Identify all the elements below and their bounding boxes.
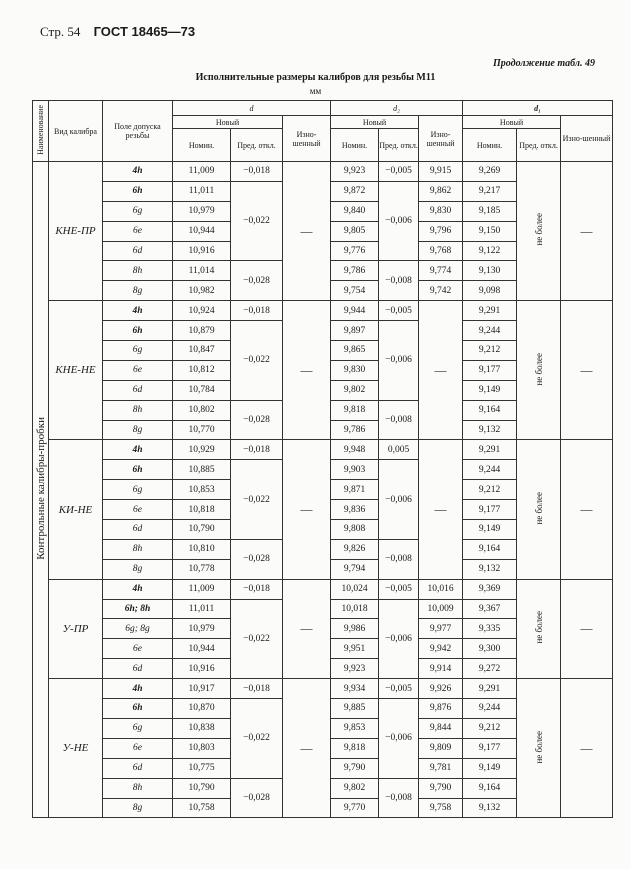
tolerance-field: 4h — [103, 440, 173, 460]
d1-pred: — — [561, 440, 613, 579]
d2-nomin: 9,986 — [331, 619, 379, 639]
table-row — [33, 679, 613, 699]
d-iznoshennyi: — — [283, 162, 331, 301]
d1-nomin: 9,177 — [463, 500, 517, 520]
d2-nomin: 9,853 — [331, 718, 379, 738]
table-row — [33, 301, 613, 321]
tolerance-field: 8g — [103, 281, 173, 301]
d2-nomin: 9,872 — [331, 181, 379, 201]
d-pred: −0,018 — [231, 679, 283, 699]
d-pred: −0,028 — [231, 778, 283, 818]
header-d-pred: Пред. откл. — [231, 129, 283, 162]
d2-pred: −0,005 — [379, 579, 419, 599]
d1-nomin: 9,132 — [463, 798, 517, 818]
tolerance-field: 8g — [103, 420, 173, 440]
d-nomin: 10,758 — [173, 798, 231, 818]
d-iznoshennyi: — — [283, 579, 331, 678]
header-d1: d₁ — [463, 101, 613, 116]
d2-nomin: 9,808 — [331, 520, 379, 540]
tolerance-field: 6e — [103, 221, 173, 241]
d-nomin: 10,979 — [173, 201, 231, 221]
d-iznoshennyi: — — [283, 679, 331, 818]
d2-nomin: 9,754 — [331, 281, 379, 301]
tolerance-field: 6h — [103, 460, 173, 480]
header-d2-novyi: Новый — [331, 116, 419, 129]
d1-nomin: 9,244 — [463, 699, 517, 719]
d2-iznoshennyi: 9,758 — [419, 798, 463, 818]
d1-nomin: 9,177 — [463, 360, 517, 380]
d2-pred: −0,006 — [379, 321, 419, 401]
header-pole-dopuska: Поле допуска резьбы — [103, 101, 173, 162]
d-nomin: 10,944 — [173, 221, 231, 241]
gauge-type: КНЕ-НЕ — [49, 301, 103, 440]
tolerance-field: 6g; 8g — [103, 619, 173, 639]
tolerance-field: 6e — [103, 639, 173, 659]
d2-nomin: 9,840 — [331, 201, 379, 221]
table-row — [33, 440, 613, 460]
d2-nomin: 9,805 — [331, 221, 379, 241]
d-nomin: 10,803 — [173, 738, 231, 758]
d-nomin: 11,014 — [173, 261, 231, 281]
tolerance-field: 4h — [103, 301, 173, 321]
d2-pred: −0,005 — [379, 679, 419, 699]
d1-nomin: 9,150 — [463, 221, 517, 241]
header-naimenovanie: Наименование — [33, 101, 49, 162]
d2-iznoshennyi: 9,915 — [419, 162, 463, 182]
table-unit: мм — [309, 86, 322, 96]
d2-nomin: 9,923 — [331, 162, 379, 182]
d2-nomin: 9,818 — [331, 400, 379, 420]
tolerance-field: 8g — [103, 559, 173, 579]
d2-nomin: 9,802 — [331, 778, 379, 798]
d1-nomin: 9,164 — [463, 539, 517, 559]
d1-nomin: 9,335 — [463, 619, 517, 639]
tolerance-field: 6e — [103, 738, 173, 758]
d-nomin: 10,870 — [173, 699, 231, 719]
d1-nomin: 9,130 — [463, 261, 517, 281]
tolerance-field: 6h — [103, 181, 173, 201]
d2-iznoshennyi: — — [419, 440, 463, 579]
d-pred: −0,022 — [231, 699, 283, 779]
d1-nomin: 9,244 — [463, 321, 517, 341]
d2-nomin: 9,944 — [331, 301, 379, 321]
d2-nomin: 9,903 — [331, 460, 379, 480]
tolerance-field: 6d — [103, 241, 173, 261]
d2-iznoshennyi: 10,009 — [419, 599, 463, 619]
d-pred: −0,028 — [231, 400, 283, 440]
tolerance-field: 8h — [103, 400, 173, 420]
header-d1-pred: Пред. откл. — [517, 129, 561, 162]
d2-iznoshennyi: — — [419, 301, 463, 440]
d-pred: −0,018 — [231, 440, 283, 460]
d2-iznoshennyi: 9,742 — [419, 281, 463, 301]
d1-nomin: 9,291 — [463, 301, 517, 321]
d1-ne-bolee: не более — [517, 162, 561, 301]
d2-nomin: 9,934 — [331, 679, 379, 699]
d2-nomin: 10,024 — [331, 579, 379, 599]
d2-iznoshennyi: 9,796 — [419, 221, 463, 241]
d-nomin: 10,838 — [173, 718, 231, 738]
d1-nomin: 9,132 — [463, 420, 517, 440]
d2-iznoshennyi: 9,942 — [419, 639, 463, 659]
d-nomin: 11,009 — [173, 579, 231, 599]
d2-nomin: 9,786 — [331, 420, 379, 440]
d-nomin: 10,917 — [173, 679, 231, 699]
gauge-type: У-НЕ — [49, 679, 103, 818]
d2-iznoshennyi: 10,016 — [419, 579, 463, 599]
d2-pred: −0,006 — [379, 699, 419, 779]
header-d-novyi: Новый — [173, 116, 283, 129]
d1-nomin: 9,122 — [463, 241, 517, 261]
table-title: Исполнительные размеры калибров для резьбы М11 — [195, 72, 436, 83]
d-pred: −0,018 — [231, 162, 283, 182]
d2-iznoshennyi: 9,781 — [419, 758, 463, 778]
d2-iznoshennyi: 9,768 — [419, 241, 463, 261]
d1-pred: — — [561, 301, 613, 440]
d1-ne-bolee: не более — [517, 679, 561, 818]
d-pred: −0,028 — [231, 261, 283, 301]
d1-ne-bolee: не более — [517, 579, 561, 678]
tolerance-field: 6g — [103, 341, 173, 361]
d-pred: −0,022 — [231, 599, 283, 679]
tolerance-field: 6g — [103, 480, 173, 500]
d2-iznoshennyi: 9,830 — [419, 201, 463, 221]
d-nomin: 10,810 — [173, 539, 231, 559]
d-nomin: 10,847 — [173, 341, 231, 361]
table-continuation-label: Продолжение табл. 49 — [492, 58, 595, 69]
d1-nomin: 9,149 — [463, 520, 517, 540]
header-d2-pred: Пред. откл. — [379, 129, 419, 162]
header-d-nomin: Номин. — [173, 129, 231, 162]
d-pred: −0,022 — [231, 181, 283, 261]
d2-nomin: 9,818 — [331, 738, 379, 758]
d-pred: −0,018 — [231, 579, 283, 599]
d1-nomin: 9,369 — [463, 579, 517, 599]
tolerance-field: 8g — [103, 798, 173, 818]
header-d2-nomin: Номин. — [331, 129, 379, 162]
d2-iznoshennyi: 9,914 — [419, 659, 463, 679]
d2-nomin: 9,790 — [331, 758, 379, 778]
tolerance-field: 6e — [103, 360, 173, 380]
d2-nomin: 9,836 — [331, 500, 379, 520]
d2-nomin: 9,865 — [331, 341, 379, 361]
d-nomin: 10,818 — [173, 500, 231, 520]
d-nomin: 10,982 — [173, 281, 231, 301]
table-body — [33, 162, 613, 818]
d2-iznoshennyi: 9,774 — [419, 261, 463, 281]
d-nomin: 10,790 — [173, 778, 231, 798]
tolerance-field: 6e — [103, 500, 173, 520]
d-nomin: 10,770 — [173, 420, 231, 440]
d-nomin: 11,011 — [173, 181, 231, 201]
d1-nomin: 9,098 — [463, 281, 517, 301]
d1-pred: — — [561, 679, 613, 818]
d1-nomin: 9,367 — [463, 599, 517, 619]
header-d1-novyi: Новый — [463, 116, 561, 129]
d-nomin: 10,924 — [173, 301, 231, 321]
d2-nomin: 9,871 — [331, 480, 379, 500]
d1-ne-bolee: не более — [517, 301, 561, 440]
table-header — [33, 101, 613, 162]
d2-nomin: 10,018 — [331, 599, 379, 619]
d-pred: −0,018 — [231, 301, 283, 321]
d2-nomin: 9,885 — [331, 699, 379, 719]
d2-nomin: 9,786 — [331, 261, 379, 281]
header-vid-kalibra: Вид калибра — [49, 101, 103, 162]
d-pred: −0,022 — [231, 460, 283, 540]
d1-nomin: 9,291 — [463, 679, 517, 699]
gauge-type: КИ-НЕ — [49, 440, 103, 579]
d1-nomin: 9,132 — [463, 559, 517, 579]
tolerance-field: 6d — [103, 520, 173, 540]
d1-nomin: 9,212 — [463, 480, 517, 500]
d1-nomin: 9,269 — [463, 162, 517, 182]
d-pred: −0,022 — [231, 321, 283, 401]
d1-nomin: 9,244 — [463, 460, 517, 480]
d-nomin: 10,853 — [173, 480, 231, 500]
d2-nomin: 9,794 — [331, 559, 379, 579]
d1-pred: — — [561, 162, 613, 301]
d-nomin: 10,802 — [173, 400, 231, 420]
d1-ne-bolee: не более — [517, 440, 561, 579]
gauge-dimensions-table — [32, 100, 613, 818]
header-d2-iznoshennyi: Изно-шенный — [419, 116, 463, 162]
tolerance-field: 8h — [103, 539, 173, 559]
d-nomin: 11,009 — [173, 162, 231, 182]
d2-nomin: 9,897 — [331, 321, 379, 341]
d-nomin: 10,929 — [173, 440, 231, 460]
d2-pred: −0,008 — [379, 539, 419, 579]
tolerance-field: 6g — [103, 201, 173, 221]
tolerance-field: 6h; 8h — [103, 599, 173, 619]
d1-nomin: 9,300 — [463, 639, 517, 659]
d1-nomin: 9,164 — [463, 400, 517, 420]
d1-nomin: 9,164 — [463, 778, 517, 798]
d2-iznoshennyi: 9,790 — [419, 778, 463, 798]
d2-iznoshennyi: 9,844 — [419, 718, 463, 738]
d1-nomin: 9,177 — [463, 738, 517, 758]
d2-nomin: 9,830 — [331, 360, 379, 380]
d2-iznoshennyi: 9,926 — [419, 679, 463, 699]
header-d: d — [173, 101, 331, 116]
tolerance-field: 6d — [103, 758, 173, 778]
d-pred: −0,028 — [231, 539, 283, 579]
tolerance-field: 6d — [103, 380, 173, 400]
header-d2: d₂ — [331, 101, 463, 116]
d2-nomin: 9,770 — [331, 798, 379, 818]
d2-pred: −0,006 — [379, 599, 419, 679]
page-header — [40, 24, 195, 40]
d-nomin: 10,778 — [173, 559, 231, 579]
d1-nomin: 9,185 — [463, 201, 517, 221]
header-d1-iznoshennyi: Изно-шенный — [561, 116, 613, 162]
d2-iznoshennyi: 9,876 — [419, 699, 463, 719]
table-row — [33, 162, 613, 182]
page-label: Стр. 54 — [40, 24, 81, 39]
d1-nomin: 9,149 — [463, 380, 517, 400]
d-nomin: 11,011 — [173, 599, 231, 619]
tolerance-field: 8h — [103, 261, 173, 281]
d2-nomin: 9,776 — [331, 241, 379, 261]
d2-nomin: 9,951 — [331, 639, 379, 659]
d1-nomin: 9,212 — [463, 718, 517, 738]
d2-pred: −0,008 — [379, 400, 419, 440]
tolerance-field: 6h — [103, 699, 173, 719]
d2-pred: −0,005 — [379, 301, 419, 321]
d1-nomin: 9,291 — [463, 440, 517, 460]
tolerance-field: 8h — [103, 778, 173, 798]
table-row — [33, 579, 613, 599]
d-nomin: 10,916 — [173, 241, 231, 261]
d-nomin: 10,784 — [173, 380, 231, 400]
d-nomin: 10,790 — [173, 520, 231, 540]
d-nomin: 10,775 — [173, 758, 231, 778]
tolerance-field: 6d — [103, 659, 173, 679]
tolerance-field: 6h — [103, 321, 173, 341]
d-nomin: 10,916 — [173, 659, 231, 679]
header-d-iznoshennyi: Изно-шенный — [283, 116, 331, 162]
d-nomin: 10,812 — [173, 360, 231, 380]
d1-pred: — — [561, 579, 613, 678]
standard-number: ГОСТ 18465—73 — [93, 24, 196, 39]
d2-pred: −0,008 — [379, 778, 419, 818]
d2-nomin: 9,826 — [331, 539, 379, 559]
d2-pred: −0,006 — [379, 460, 419, 540]
d1-nomin: 9,212 — [463, 341, 517, 361]
d-nomin: 10,979 — [173, 619, 231, 639]
tolerance-field: 6g — [103, 718, 173, 738]
tolerance-field: 4h — [103, 579, 173, 599]
d2-nomin: 9,948 — [331, 440, 379, 460]
d2-nomin: 9,923 — [331, 659, 379, 679]
d-iznoshennyi: — — [283, 440, 331, 579]
d2-pred: −0,005 — [379, 162, 419, 182]
tolerance-field: 4h — [103, 679, 173, 699]
d-nomin: 10,885 — [173, 460, 231, 480]
d-nomin: 10,879 — [173, 321, 231, 341]
d1-nomin: 9,217 — [463, 181, 517, 201]
tolerance-field: 4h — [103, 162, 173, 182]
d2-pred: 0,005 — [379, 440, 419, 460]
d1-nomin: 9,272 — [463, 659, 517, 679]
d2-iznoshennyi: 9,862 — [419, 181, 463, 201]
d2-nomin: 9,802 — [331, 380, 379, 400]
d2-iznoshennyi: 9,977 — [419, 619, 463, 639]
d2-pred: −0,008 — [379, 261, 419, 301]
group-label: Контрольные калибры-пробки — [33, 162, 49, 818]
gauge-type: У-ПР — [49, 579, 103, 678]
d1-nomin: 9,149 — [463, 758, 517, 778]
d2-iznoshennyi: 9,809 — [419, 738, 463, 758]
d2-pred: −0,006 — [379, 181, 419, 261]
d-iznoshennyi: — — [283, 301, 331, 440]
header-d1-nomin: Номин. — [463, 129, 517, 162]
gauge-type: КНЕ-ПР — [49, 162, 103, 301]
d-nomin: 10,944 — [173, 639, 231, 659]
